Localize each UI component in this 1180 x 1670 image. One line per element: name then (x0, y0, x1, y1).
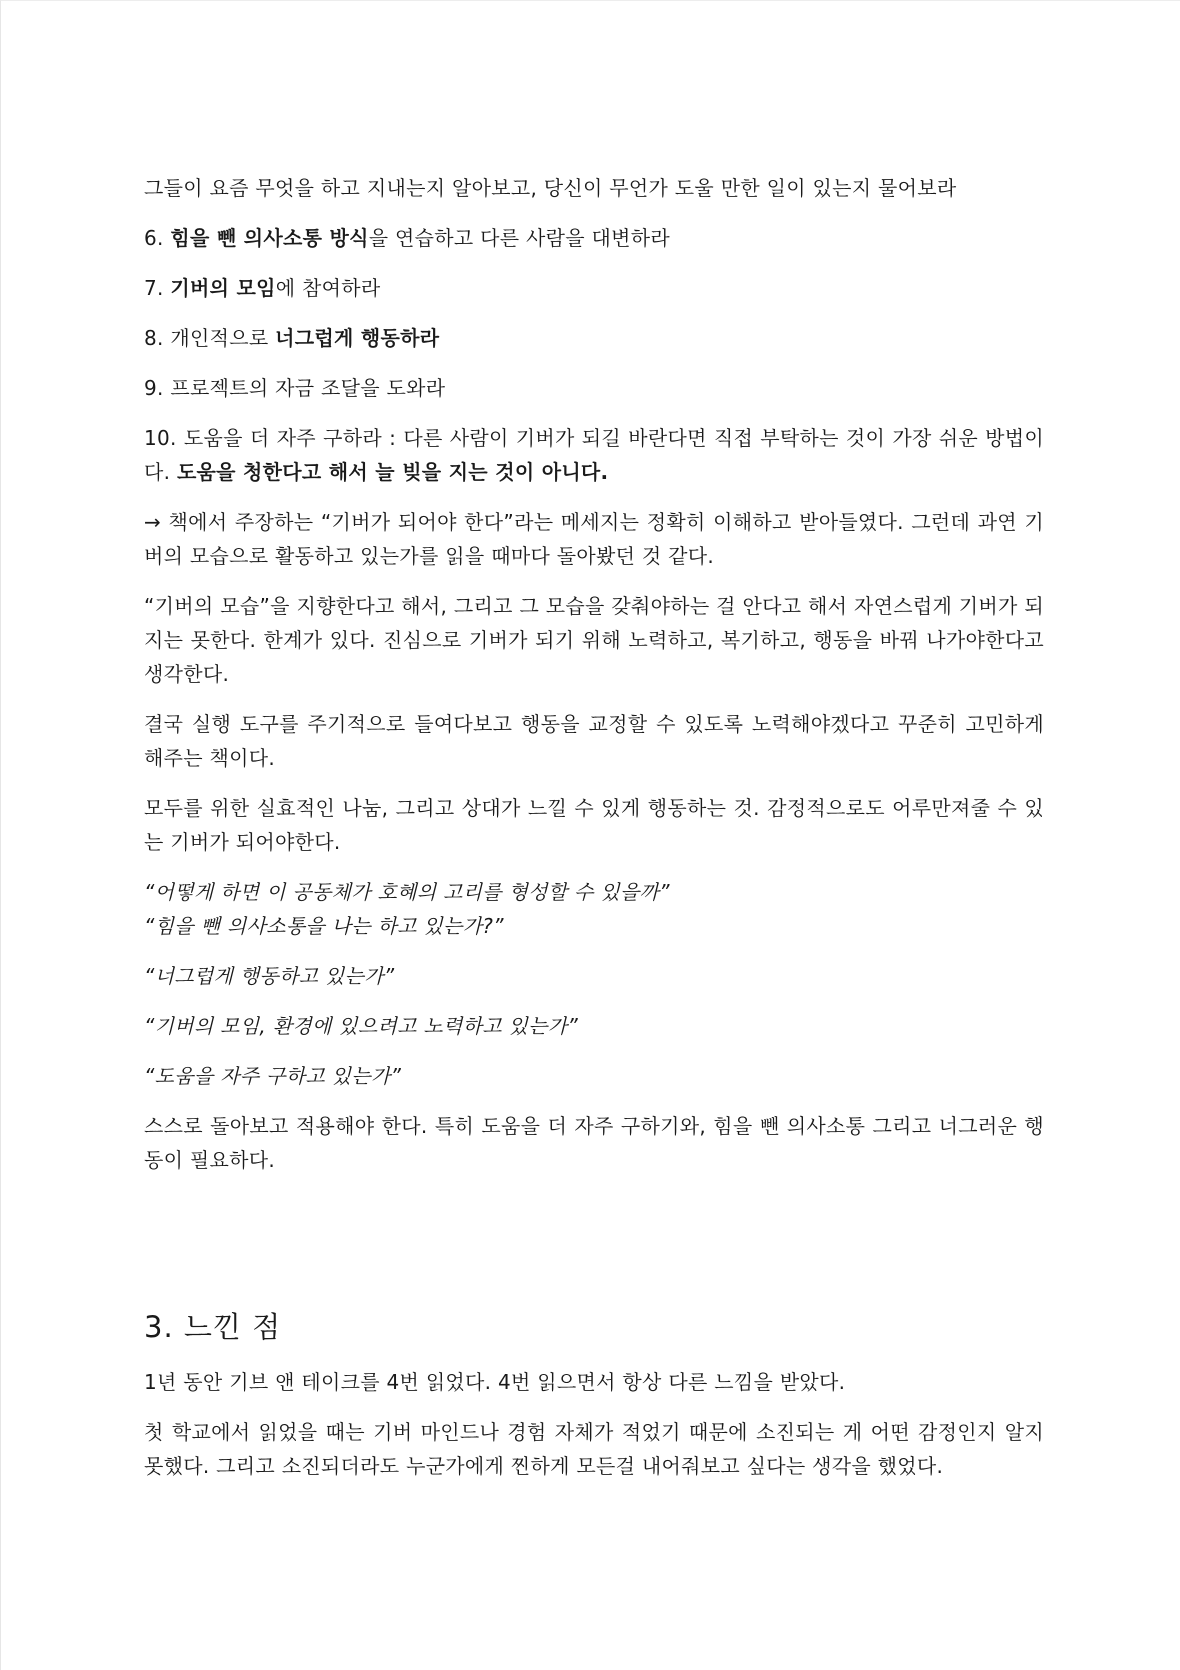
list-item-10-bold: 도움을 청한다고 해서 늘 빚을 지는 것이 아니다. (176, 460, 609, 484)
quote-line: “기버의 모임, 환경에 있으려고 노력하고 있는가” (144, 1014, 579, 1038)
list-item-7-text: 에 참여하라 (275, 276, 381, 300)
list-item-7 (144, 271, 1044, 305)
quote-line: “힘을 뺀 의사소통을 나는 하고 있는가?” (144, 914, 504, 938)
list-item-6-bold: 힘을 뺀 의사소통 방식 (170, 226, 369, 250)
reflection-arrow-paragraph: → 책에서 주장하는 “기버가 되어야 한다”라는 메세지는 정확히 이해하고 받아들였다. 그런데 과연 기버의 모습으로 활동하고 있는가를 읽을 때마다 돌아봤던 것 같다. (144, 510, 1044, 568)
quote-line: “어떻게 하면 이 공동체가 호혜의 고리를 형성할 수 있을까” (144, 880, 670, 904)
list-item-8-text: 8. 개인적으로 (144, 326, 276, 350)
quote-line: “도움을 자주 구하고 있는가” (144, 1064, 402, 1088)
document-body (144, 171, 1044, 1499)
section-heading: 3. 느낀 점 (144, 1310, 282, 1344)
execution-tool-paragraph: 결국 실행 도구를 주기적으로 들여다보고 행동을 교정할 수 있도록 노력해야겠다고 꾸준히 고민하게 해주는 책이다. (144, 712, 1044, 770)
giver-image-paragraph: “기버의 모습”을 지향한다고 해서, 그리고 그 모습을 갖춰야하는 걸 안다고 해서 자연스럽게 기버가 되지는 못한다. 한계가 있다. 진심으로 기버가 되기 위해 노력하고, 복기하고, 행동을 바꿔 나가야한다고 생각한다. (144, 594, 1044, 686)
list-item-8 (144, 321, 1044, 355)
reading-count-paragraph: 1년 동안 기브 앤 테이크를 4번 읽었다. 4번 읽으면서 항상 다른 느낌을 받았다. (144, 1370, 846, 1394)
list-item-8-bold: 너그럽게 행동하라 (275, 326, 440, 350)
quote-line: “너그럽게 행동하고 있는가” (144, 964, 395, 988)
self-review-paragraph: 스스로 돌아보고 적용해야 한다. 특히 도움을 더 자주 구하기와, 힘을 뺀 의사소통 그리고 너그러운 행동이 필요하다. (144, 1114, 1044, 1172)
list-item-6-number: 6. (144, 226, 171, 250)
list-item-6-text: 을 연습하고 다른 사람을 대변하라 (368, 226, 671, 250)
list-item-6 (144, 221, 1044, 255)
list-item-7-number: 7. (144, 276, 171, 300)
list-item-9: 9. 프로젝트의 자금 조달을 도와라 (144, 376, 446, 400)
first-read-paragraph: 첫 학교에서 읽었을 때는 기버 마인드나 경험 자체가 적었기 때문에 소진되는 게 어떤 감정인지 알지 못했다. 그리고 소진되더라도 누군가에게 찐하게 모든걸 내어줘보고 싶다는 생각을 했었다. (144, 1420, 1044, 1478)
sharing-paragraph: 모두를 위한 실효적인 나눔, 그리고 상대가 느낄 수 있게 행동하는 것. 감정적으로도 어루만져줄 수 있는 기버가 되어야한다. (144, 796, 1044, 854)
section-spacer (144, 1193, 1044, 1307)
list-item-10-text: 10. 도움을 더 자주 구하라 : 다른 사람이 기버가 되길 바란다면 직접 부탁하는 것이 가장 쉬운 방법이다. (144, 426, 1044, 484)
list-item-7-bold: 기버의 모임 (170, 276, 276, 300)
list-item-10 (144, 421, 1044, 489)
intro-paragraph: 그들이 요즘 무엇을 하고 지내는지 알아보고, 당신이 무언가 도울 만한 일이 있는지 물어보라 (144, 176, 957, 200)
